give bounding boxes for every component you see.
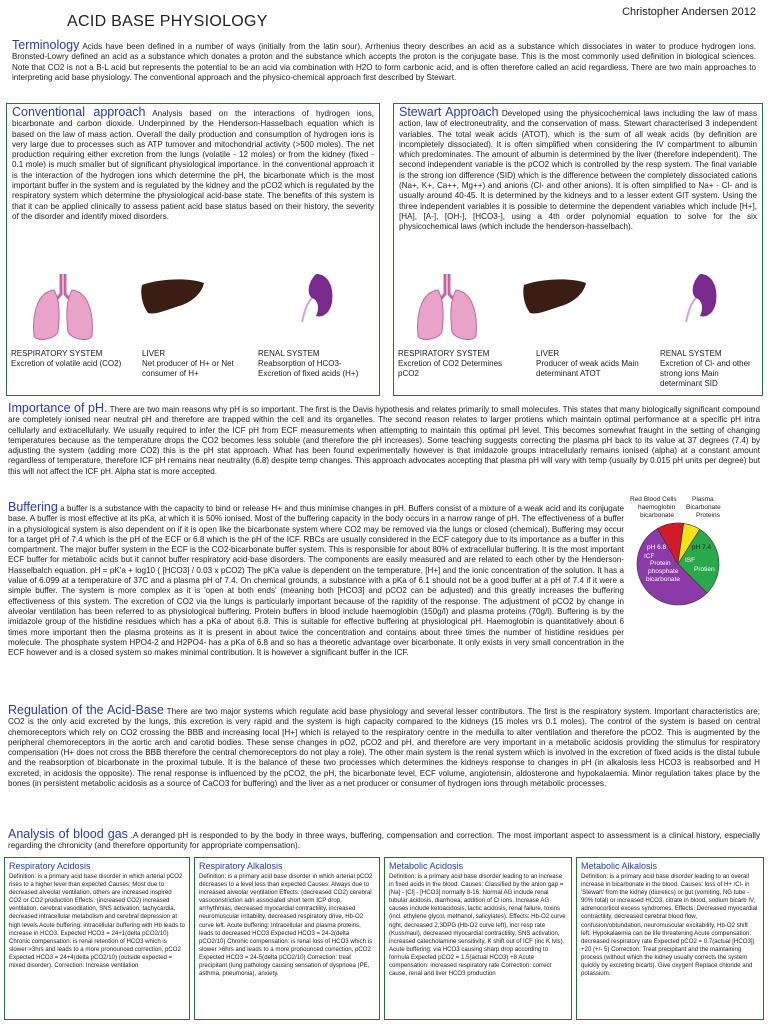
disorder-met-alkalosis [576, 857, 764, 1020]
buffering-section [8, 502, 624, 658]
regulation-text: There are two major systems which regulate acid base physiology and several lesser contributors. The first is the respiratory system. Important characteristics are; CO2 is the only acid excreted by the lungs, this excretion is very rapid and the system is high capacity compared to the kidneys (15 moles vrs 0.1 moles). The control of the system is based on central chemoreceptors which rely on CO2 crossing the BBB and increasing local [H+] which is relayed to the respiratory centre in the medulla to alter ventilation and therefore the pCO2. This is augmented by the peripheral chemoreceptors in the aortic arch and carotid bodies. These sense changes in pO2, pCO2 and pH, and therefore are very important in a metabolic acidosis providing the stimulus for respiratory compensation (H+ does not cross the BBB therefore the central chemoreceptors do not play a role). The other main system is the renal system which is involved in the excretion of fixed acids is the distal tubule and the reabsorption of bicarbonate in the proximal tubule. It is the balance of these two processes which determines the kidneys response to changes in pH (in alkalosis less HCO3 is reabsorbed and H excreted, in acidosis the opposite). The renal response is influenced by the pCO2, the pH, the bicarbonate level, ECF volume, angiotensin, aldosterone and hypokalaemia. Minor regulation takes place by the bones (in persistent metabolic acidosis as a source of CaCO3 for buffering) and the liver as a net producer or consumer of hydrogen ions through metabolic processes. [8, 707, 760, 789]
terminology-heading: Terminology [12, 38, 80, 52]
pie-inner-ph68: pH 6.8 [647, 544, 667, 551]
conv-organ-liver [142, 349, 252, 379]
stew-organ-renal-name: RENAL SYSTEM [660, 349, 722, 358]
buffering-text: a buffer is a substance with the capacity to bind or release H+ and thus minimise changes in pH. Buffers consist of a mixture of a weak acid and its conjugate base. A buffer is most effective at its pKa, at which it is 50% ionised. Most of the buffering capacity in the body occurs in a narrow range of pH. The effectiveness of a buffer in a physiological system is also dependent on if it is open like the bicarbonate system where CO2 may be removed via the lungs or closed (chemical). Buffering may occur for a target pH of 7.4 which is the pH of the ECF or 6.8 which is the pH of the ICF. RBCs are usually considered in the ECF category due to its importance as a buffer in this compartment. The major buffer system in the ECF is the CO2-bicarbonate buffer system. This is responsible for about 80% of extracellular buffering. It is the most important ECF buffer for metabolic acids but it cannot buffer respiratory acid-base disorders. The components are easily measured and are related to each other by the Henderson-Hasselbalch equation. pH = pK'a + log10 ( [HCO3] / 0.03 x pCO2) The pK'a value is dependent on the temperature, [H+] and the ionic concentration of the solution. It has a value of 6.099 at a temperature of 37C and a plasma pH of 7.4. On chemical grounds, a substance with a pKa of 6.1 should not be a good buffer at a pH of 7.4 if it were a simple buffer. The system is more complex as it is 'open at both ends' (meaning both [HCO3] and pCO2 can be adjusted) and this greatly increases the buffering effectiveness of this system. The excretion of CO2 via the lungs is particularly important because of the rapidity of the response. The adjustment of pCO2 by change in alveolar ventilation has been referred to as physiological buffering. Protein buffers in blood include haemoglobin (150g/l) and plasma proteins (70g/l). Buffering is by the imidazole group of the histidine residues which has a pKa of about 6.8. This is suitable for effective buffering at physiological pH. Haemoglobin is quantitatively about 6 times more important then the plasma proteins as it is present in about twice the concentration and contains about three times the number of histidine residues per molecule. The phosphate system HPO4-2 and H2PO4- has a pKa of 6.8 and so has a theoretic advantage over bicarbonate. It only exists in very small concentration in the ECF however and is a closed system so makes minimal contribution. It is however a significant buffer in the ICF. [8, 504, 624, 658]
disorder-title: Respiratory Acidosis [9, 861, 91, 871]
disorder-resp-alkalosis [194, 857, 380, 1020]
lungs-icon [412, 270, 482, 345]
disorder-body: Definition: is a primary acid base disorder in which arterial pCO2 decreases to a level less than expected Causes: Always due to increased alveolar ventilation Effects: (decreased CO2) cerebral vasoconstriction adn associated short term ICP drop, arrhythmias, decreased myocardial contractility, increased neuromuscular irritability, decreased respiratory drive, Hb-O2 curve left. Acute buffering: Intracellular and plasma proteins, leads to decreased HCO3 Expected HCO3 = 24-2(delta pCO2/10) Chronic compensation: is renal loss of HCO3 which is slower >6hrs and leads to a more pronounced correction, pCO2 Expected HCO3 = 24-5(delta pCO2/10) Correction: treat precipitant (lung pathology causing sensation of dyspnoea (PE, asthma, pneumonia), anxiety. [199, 873, 373, 978]
terminology-section [12, 40, 756, 83]
pie-inner-isf: ISF [685, 557, 696, 564]
author: Christopher Andersen 2012 [622, 6, 756, 18]
importance-heading: Importance of pH. [8, 401, 108, 415]
conventional-text: Analysis based on the interactions of hydrogen ions, bicarbonate and carbon dioxide. Underpinned by the Henderson-Hasselbach equation which is based on the law of mass action. Overall the daily production and consumption of hydrogen ions is very large due to processes such as ATP turnover and mitochondrial activity (>500 moles). The net production requiring either excretion from the lungs (volatile - 12 moles) or from the kidney (fixed - 0.1 mole) is much smaller but of significant physiological importance. In the conventional approach it is the interaction of the hydrogen ions which determine the pH, the bicarbonate which is the most important buffer in the system and is regulated by the kidney and the pCO2 which is regulated by the respiratory system which determine the physiological acid-base state. The benefits of this system is that it can be applied clinically to assess patient acid base status based on their history, the severity of the disorder and identify mixed disorders. [12, 109, 374, 221]
conv-organ-renal-name: RENAL SYSTEM [258, 349, 320, 358]
disorder-body: Definition: is a primary acid base disorder in which arterial pCO2 rises to a higher level than expected Causes: Most due to decreased alveolar ventilation, others are increased inspired CO2 or CO2 production Effects: (increased CO2) increased ventilation, cerebral vasodilation, SNS activation, tachycardia, decreased intracellular metabolism and cerebral depression at high levels Acute buffering: intracellular buffering with Hb leads to increase in HCO3. Expected HCO3 = 24+1(delta pCO2/10) Chronic compensation: is renal retention of HCO3 which is slower >3hrs and leads to a more pronounced correction, pCO2 Expected HCO3 = 24+4(delta pCO2/10) (outside expected = mixed disorder). Correction: Increase ventilation [9, 873, 185, 970]
importance-section [8, 403, 760, 477]
stew-organ-resp-name: RESPIRATORY SYSTEM [398, 349, 490, 358]
conventional-heading: Conventional approach [12, 105, 146, 119]
stew-organ-renal [660, 349, 760, 389]
stewart-heading: Stewart Approach [399, 105, 499, 119]
pie-label-plasma: Plasma [692, 496, 714, 503]
disorder-met-acidosis [384, 857, 572, 1020]
stew-organ-liver [536, 349, 646, 379]
pie-label-rbc: Red Blood Cells [630, 496, 677, 503]
disorder-resp-acidosis [4, 857, 190, 1020]
terminology-text: Acids have been defined in a number of ways (initially from the latin sour). Arrhenius theory describes an acid as a substance which dissociates in water to produce hydrogen ions. Bronsted-Lowry defined an acid as a substance which donates a proton and the substance which accepts the proton is the conjugate base. This is the most commonly used definition in biological sciences. Note that CO2 is not a B-L acid but represents the potential to be an acid via combination with H2O to form carbonic acid, and is often therefore called an acid regardless. There are two main approaches to interpreting acid base physiology. The conventional approach and the physico-chemical approach first described by Stewart. [12, 42, 756, 82]
lungs-icon [28, 270, 98, 345]
disorder-body: Definition: is a primary acid base disorder leading to an overall increase in bicarbonate in the blood. Causes: loss of H+ /Cl- in 'Stewart' from the kidney (diuretics) or gut (vomiting, NG tube - 90% total) or increased HCO3, citrate in blood, sodium bicarb IV, adrenocorticol excess syndromes. Effects: Decreased myocardial contractility, decreased cerebral blood flow, confusion/obtundation, neuromuscular excitability, Hb-O2 shift left. Hypokalaemia can be life threatening Acute compensation: decreased respiratory rate Expected pCO2 = 0.7(actual [HCO3]) +20 (+/- 5) Correction: Treat precipitant and the maintaining process (without which the kidney usually corrects the system quickly by excreting bicarb). Give oxygen! Replace chloride and potassium. [581, 873, 758, 978]
conv-organ-renal [258, 349, 376, 379]
pie-inner-bicarb: bicarbonate [646, 576, 680, 583]
pie-label-haemoglobin: haemoglobin [638, 504, 676, 511]
liver-icon [138, 277, 208, 317]
kidney-icon [680, 270, 720, 325]
stew-organ-liver-desc: Producer of weak acids Main determinant ATOT [536, 359, 639, 378]
conv-organ-resp-name: RESPIRATORY SYSTEM [11, 349, 103, 358]
analysis-text: .A deranged pH is responded to by the body in three ways, buffering, compensation and correction. The most important aspect to assessment is a clinical history, especially regarding the chronicity (and therefore opportunity for appropriate compensation). [8, 831, 761, 851]
analysis-heading: Analysis of blood gas [8, 827, 128, 841]
disorder-title: Metabolic Alkalosis [581, 861, 658, 871]
disorder-body: Definition: is a primary acid base disorder leading to an increase in fixed acids in the blood. Causes: Classified by the anion gap = [Na] - [Cl] - [HCO3] normally 8-16. Normal AG include renal tubular acidosis, diarrhoea, addition of Cl ions. Increase AG causes include ketoacidosis, lactic acidosis, renal failure, toxins (incl. ethylene glycol, methanol, salicylates). Effects: Hb-O2 curve right, decreased 2,3DPG (Hb-O2 curve left), incr resp rate (Kussmaul), decreased myocardial contractility, SNS activation, increased catecholamine sensitivity, K shift out of ICF (inc K lvls). Acute buffering: via HCO3 causing sharp drop according to formula Expected pCO2 = 1.5(actual HCO3) +8 Acute compensation: increased respiratory rate Correction: correct cause, renal and liver HCO3 production [389, 873, 566, 978]
regulation-heading: Regulation of the Acid-Base [8, 703, 164, 717]
analysis-section [8, 829, 760, 852]
pie-inner-protein: Protein [650, 560, 671, 567]
conv-organ-resp-desc: Excretion of volatile acid (CO2) [11, 359, 122, 368]
kidney-icon [296, 270, 336, 325]
importance-text: There are two main reasons why pH is so important. The first is the Davis hypothesis and relates primarily to small molecules. This states that many biologically significant compound are completely ionised near neutral pH and therefore are trapped within the cell and its organelles. The second reason relates to larger protiens which maintain optimal performance at a specific pH intra cellularly and extracellularly. We usually required to infer the ICF pH from ECF measurements when attempting to maintain this optimal pH level. This becomes somewhat fraught in the setting of changing temperatures because as the temperature drops the CO2 becomes less soluble (and therefore the pH increases). Some teaching suggests correcting the plasma pH back to its value at 37 degrees (7.4) by adjusting the system (adding more CO2) this is the pH stat approach. What has been found experimentally however is that imidazole groups intracellularly remains ionised (alpha) at a constant amount regardless of temperature, therefore ICF pH remains near neutrality (6.8) despite temp changes. This approach advocates accepting that plasma pH will vary with temp (usually by 0.015 pH units per degree) but this will not affect the ICF pH. Alpha stat is more accepted. [8, 405, 760, 476]
conv-organ-renal-desc: Reabsorption of HCO3- Excretion of fixed acids (H+) [258, 359, 359, 378]
conv-organ-liver-desc: Net producer of H+ or Net consumer of H+ [142, 359, 234, 378]
pie-inner-phosphate: phosphate [648, 568, 679, 575]
stew-organ-renal-desc: Excretion of Cl- and other strong ions Main determinant SID [660, 359, 751, 388]
pie-inner-protien: Protien [694, 566, 715, 573]
stew-organ-liver-name: LIVER [536, 349, 560, 358]
conv-organ-resp [11, 349, 123, 369]
buffer-pie-chart [626, 492, 766, 614]
pie-inner-icf: ICF [644, 553, 655, 560]
page-title: ACID BASE PHYSIOLOGY [67, 13, 268, 30]
pie-label-bicarb-plasma: Bicarbonate [686, 504, 721, 511]
stewart-section [399, 107, 757, 233]
pie-label-bicarb-rbc: bicarbonate [640, 512, 674, 519]
disorder-title: Metabolic Acidosis [389, 861, 464, 871]
stew-organ-resp [398, 349, 508, 379]
liver-icon [520, 277, 590, 317]
pie-inner-ph74: pH 7.4 [692, 544, 712, 551]
disorder-title: Respiratory Alkalosis [199, 861, 283, 871]
pie-label-proteins: Proteins [696, 512, 720, 519]
stewart-text: Developed using the physicochemical laws including the law of mass action, law of electroneutrality, and the conservation of mass. Stewart characterised 3 independent variables. The total weak acids (ATOT), which is the sum of all weak acids (by definition are incompletely dissociated). It is often simplified when considering the IV compartment to albumin which predominates. The amount of albumin is determined by the liver (therefore independent). The second independent variable is the pCO2 which is controlled by the resp system. The final variable is the strong ion difference (SID) which is the difference between the completely dissociated cations (Na+, K+, Ca++, Mg++) and anions (Cl- and other anions). It is often simplified to Na+ - Cl- and is usually around 40-45. It is determined by the kidneys and to a lesser extent GIT system. Using the three independent variables it is possible to determine the dependent variables which include [H+], [HA], [A-], [OH-], [HCO3-], using a 4th order polynomial equation to solve for the six physicochemical laws (which include the henderson-hasselbach). [399, 109, 758, 232]
stew-organ-resp-desc: Excretion of CO2 Determines pCO2 [398, 359, 503, 378]
conventional-section [12, 107, 374, 222]
regulation-section [8, 705, 760, 789]
buffering-heading: Buffering [8, 500, 58, 514]
conv-organ-liver-name: LIVER [142, 349, 166, 358]
